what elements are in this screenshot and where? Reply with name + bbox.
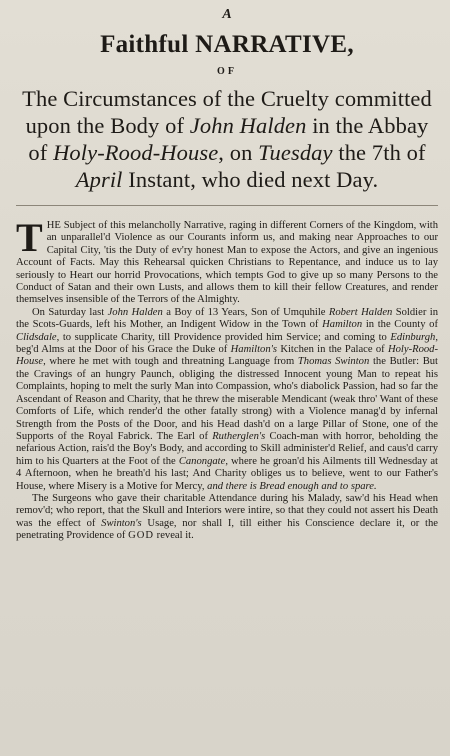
title-text: , on — [218, 140, 259, 165]
paragraph-1 — [16, 215, 438, 307]
paragraph-1-text: HE Subject of this melancholly Narrative, raging in different Corners of the Kingdom, with an unparallel'd Violence as our Courants inform us, and making near Approaches to our Capital City, 'tis the Duty of ev'ry honest Man to expose the Actors, and give an ingenious Account of Facts. May this Rehearsal quicken Christians to Repentance, and induce us to lay seriously to Heart our horrid Provocations, which tempts God to give up so many Persons to the Conduct of Satan and their own Lusts, and allows them to kill their fellow Creatures, and render themselves insensible of the Terrors of the Almighty. — [16, 220, 438, 306]
p2-text: , where he met with tough and threatning Language from — [43, 356, 298, 368]
title-text: in the Abbay of — [28, 113, 429, 165]
p2-text: , to supplicate Charity, till Providence provided him Service; and coming to — [56, 331, 391, 343]
p2-text: Soldier in the Scots-Guards, left his Mother, an Indigent Widow in the Town of — [16, 306, 439, 331]
p3-text: reveal it. — [154, 530, 194, 542]
p3-text: The Surgeons who gave their charitable Attendance during his Malady, saw'd his Head when remov'd; who report, that the Skull and Interiors were intire, so that they could not assert his Death was the effect of — [16, 492, 438, 529]
main-title — [18, 85, 436, 193]
heading-article: A — [222, 7, 232, 22]
heading-of: OF — [217, 66, 237, 77]
paragraph-3 — [16, 493, 438, 543]
p2-name: Robert Halden — [328, 306, 393, 318]
p2-text: in the County of — [362, 319, 438, 331]
p2-place: Hamilton's — [230, 344, 278, 356]
p2-italic-end: and there is Bread enough and to spare. — [207, 480, 377, 492]
heading-title-line: Faithful NARRATIVE, — [100, 31, 354, 58]
title-place: Holy-Rood-House — [53, 140, 219, 165]
p2-text: , beg'd Alms at the Door of his Grace the Duke of — [16, 331, 438, 356]
title-month: April — [75, 167, 123, 192]
p2-text: , where he groan'd his Ailments till Wednesday at 4 Afternoon, when he breath'd his last; And Charity obliges us to believe, went to our Father's House, where Misery is a Motive for Mercy, — [16, 455, 438, 492]
p2-place: Clidsdale — [16, 331, 57, 343]
title-text: the 7th of — [332, 140, 426, 165]
p2-place: Hamilton — [322, 319, 363, 331]
divider-rule — [16, 205, 438, 206]
p2-text: a Boy of 13 Years, Son of Umquhile — [162, 306, 329, 318]
drop-cap: T — [16, 215, 43, 260]
narrative-body — [16, 215, 439, 543]
title-name: John Halden — [189, 113, 307, 138]
p3-god: GOD — [128, 530, 155, 542]
p3-name: Swinton's — [101, 517, 142, 529]
title-text: Instant, who died next Day. — [122, 167, 379, 192]
p2-text: On Saturday last — [32, 306, 108, 318]
title-day: Tuesday — [258, 140, 333, 165]
p2-place: Rutherglen's — [212, 430, 266, 442]
p2-name: Thomas Swinton — [297, 356, 370, 368]
p2-text: the Butler: But the Cravings of an hungry Paunch, obliging the distressed Innocent young Man to repeat his Complaints, hoping to melt the surly Man into Compassion, who's diabolick Passion, had so far the Ascendant of Reason and Charity, that he threw the miserable Mendicant (weak thro' Want of these Comforts of Life, which render'd the other fatally strong) with a Violence manag'd by infernal Strength from the Posts of the Door, and his Head dash'd on a large Pillar of Stone, one of the Supports of the Royal Fabrick. The Earl of — [16, 356, 438, 442]
p3-text: Usage, nor shall I, till either his Conscience declare it, or the penetrating Providence of — [16, 517, 439, 542]
paragraph-2 — [16, 307, 438, 493]
p2-place: Edinburgh — [390, 331, 436, 343]
p2-place: Holy-Rood-House — [16, 344, 438, 368]
title-text: The Circumstances of the Cruelty committed upon the Body of — [22, 86, 432, 138]
p2-text: Kitchen in the Palace of — [277, 344, 388, 356]
p2-place: Canongate — [178, 455, 226, 467]
p2-text: Coach-man with horror, beholding the nefarious Action, rais'd the Boy's Body, and according to Skill administer'd Relief, and caus'd carry him to his Quarters at the Foot of the — [16, 430, 438, 467]
p2-name: John Halden — [107, 306, 163, 318]
